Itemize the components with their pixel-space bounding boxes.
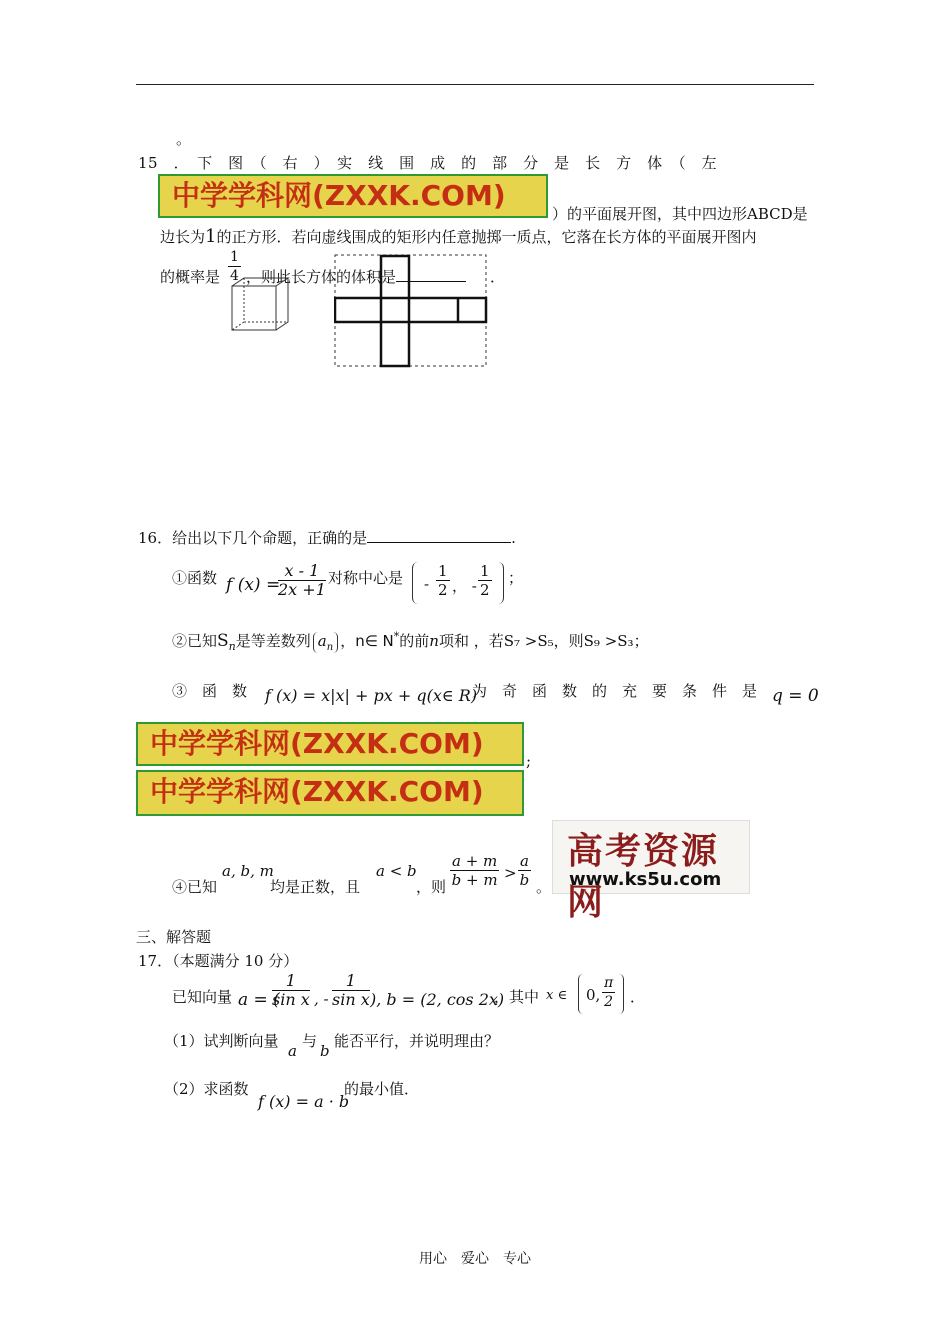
p2-a: a bbox=[317, 632, 327, 650]
p4-fraction-1 bbox=[450, 852, 499, 889]
p4-den1: b + m bbox=[451, 871, 498, 889]
cuboid-top-edges bbox=[232, 278, 288, 286]
p2-nn: n bbox=[429, 632, 439, 650]
p2-rest: 的前 bbox=[399, 632, 430, 650]
p1-num: x - 1 bbox=[278, 562, 326, 581]
q17-where: ，其中 bbox=[494, 988, 540, 1006]
q17-vec-a: a = ( bbox=[238, 990, 280, 1010]
q17-part1 bbox=[164, 1030, 279, 1051]
p4-den2: b bbox=[519, 871, 530, 889]
p4-mid: 均是正数，且 bbox=[270, 878, 361, 896]
p1-fa-num: 1 bbox=[438, 562, 448, 580]
q15-line1: 15 ． 下 图 （ 右 ） 实 线 围 成 的 部 分 是 长 方 体 （ 左 bbox=[138, 154, 718, 172]
q17-f2-num: 1 bbox=[332, 972, 370, 991]
q17-frac-1 bbox=[272, 972, 310, 1009]
q17-f2-den: sin x bbox=[332, 990, 370, 1009]
q15-prob-num: 1 bbox=[230, 249, 239, 265]
q15-line4 bbox=[160, 266, 220, 287]
q15-line3 bbox=[160, 226, 756, 247]
p3-expr: f (x) = x|x| + px + q(x∈ R) bbox=[265, 686, 478, 705]
p2-line bbox=[172, 630, 649, 653]
q17-given: 已知向量 bbox=[172, 988, 233, 1006]
p2-mid: 是等差数列 bbox=[235, 632, 311, 650]
p1-den: 2x +1 bbox=[278, 580, 326, 599]
section-heading: 三、解答题 bbox=[136, 928, 212, 946]
p2-label: ②已知 bbox=[172, 632, 218, 650]
q17-part1-b: b bbox=[320, 1042, 330, 1060]
p2-rest2: 项和 ，若 bbox=[438, 632, 504, 650]
q17-part1-with: 与 bbox=[302, 1032, 318, 1050]
p2-star: * bbox=[393, 630, 400, 643]
q16-stem-text: 16．给出以下几个命题，正确的是 bbox=[138, 529, 368, 547]
p4-end: 。 bbox=[536, 878, 552, 896]
q17-part2-f: f (x) = a · b bbox=[258, 1092, 350, 1111]
q17-comma: , - bbox=[314, 990, 329, 1008]
p1-fb-den: 2 bbox=[480, 581, 490, 599]
q15-one: 1 bbox=[205, 226, 217, 247]
p1-frac-a bbox=[436, 562, 450, 599]
q17-part2-rest: 的最小值． bbox=[344, 1080, 420, 1098]
ks5u-logo bbox=[552, 820, 750, 923]
q17-f1-num: 1 bbox=[272, 972, 310, 991]
p1-fb-num: 1 bbox=[480, 562, 490, 580]
q17-part1-text: （1）试判断向量 bbox=[164, 1032, 279, 1050]
p1-fa-den: 2 bbox=[438, 581, 448, 599]
p2-res: S₉ >S₃ bbox=[583, 632, 634, 650]
q15-prob-label: 的概率是 bbox=[160, 268, 221, 286]
q16-stem-end: . bbox=[511, 529, 516, 547]
q15-prob-den: 4 bbox=[230, 268, 239, 284]
watermark-banner-2: 中学学科网(ZXXK.COM) bbox=[136, 722, 524, 766]
cuboid-figure bbox=[222, 276, 296, 344]
p3-label: ③ 函 数 bbox=[172, 682, 248, 700]
p3-semicolon: ; bbox=[526, 752, 532, 770]
p1-frac-b bbox=[478, 562, 492, 599]
p1-end: ； bbox=[508, 569, 524, 587]
p4-then: ，则 bbox=[416, 878, 447, 896]
q17-interval-start: 0, bbox=[586, 986, 601, 1004]
q17-title: 17．（本题满分 10 分） bbox=[138, 952, 299, 970]
q17-frac-2 bbox=[332, 972, 370, 1009]
p2-cond: S₇ >S₅ bbox=[503, 632, 554, 650]
q17-part1-a: a bbox=[288, 1042, 297, 1060]
ks5u-url: www.ks5u.com bbox=[569, 869, 722, 890]
header-rule bbox=[136, 84, 814, 85]
p2-S: S bbox=[217, 631, 229, 651]
p1-c1: - bbox=[424, 575, 430, 593]
watermark-banner: 中学学科网(ZXXK.COM) bbox=[158, 174, 548, 218]
q17-pi: π bbox=[604, 975, 614, 991]
q15-volume-label: ，则此长方体的体积是 bbox=[246, 268, 397, 286]
q17-x-in: x ∈ bbox=[546, 988, 568, 1003]
net-dashed-rectangle bbox=[335, 255, 486, 366]
page-footer: 用心 爱心 专心 bbox=[419, 1251, 531, 1267]
cuboid-front-face bbox=[232, 286, 276, 330]
q17-vec-b: ), b = (2, cos 2x) bbox=[370, 990, 505, 1009]
p4-vars: a, b, m bbox=[222, 862, 274, 880]
q17-interval-frac bbox=[602, 974, 615, 1011]
q15-line2: ）的平面展开图，其中四边形ABCD是 bbox=[552, 205, 808, 223]
q17-two: 2 bbox=[604, 994, 614, 1010]
p4-cond: a < b bbox=[376, 862, 417, 880]
q17-part2-text: （2）求函数 bbox=[164, 1080, 249, 1098]
p2-then: ，则 bbox=[553, 632, 584, 650]
circle-mark: 。 bbox=[176, 130, 192, 148]
p4-num1: a + m bbox=[452, 852, 498, 870]
p1-function: f (x) = bbox=[226, 575, 281, 595]
p1-label: ①函数 bbox=[172, 569, 218, 587]
p1-mid: 对称中心是 bbox=[328, 569, 404, 587]
q17-period: ． bbox=[630, 988, 646, 1006]
p2-n: n bbox=[228, 640, 236, 653]
p2-end: ； bbox=[633, 632, 649, 650]
p4-fraction-2 bbox=[518, 852, 531, 889]
ks5u-title: 高考资源网 bbox=[567, 830, 720, 923]
p2-nset: ，n∈ N bbox=[340, 632, 394, 650]
watermark-banner-3: 中学学科网(ZXXK.COM) bbox=[136, 770, 524, 816]
q16-answer-blank bbox=[367, 542, 511, 543]
q17-f1-den: sin x bbox=[272, 990, 310, 1009]
q15-line3-a: 边长为 bbox=[160, 228, 206, 246]
net-figure bbox=[334, 254, 488, 368]
p1-fraction bbox=[278, 562, 326, 599]
net-vertical-strip bbox=[381, 256, 409, 366]
p4-label: ④已知 bbox=[172, 878, 218, 896]
q15-line3-b: 的正方形．若向虚线围成的矩形内任意抛掷一质点，它落在长方体的平面展开图内 bbox=[216, 228, 757, 246]
q17-part1-rest: 能否平行，并说明理由？ bbox=[334, 1032, 500, 1050]
p1-c2: ， - bbox=[452, 577, 477, 595]
net-horizontal-strip bbox=[335, 298, 486, 322]
p3-cond: q = 0 bbox=[772, 686, 819, 706]
q15-end: ． bbox=[490, 268, 506, 286]
p3-rest: 为 奇 函 数 的 充 要 条 件 是 bbox=[472, 682, 758, 700]
q17-interval bbox=[578, 974, 624, 1014]
p2-an: n bbox=[326, 642, 334, 653]
p4-gt: > bbox=[504, 864, 517, 882]
q16-stem bbox=[138, 527, 516, 548]
p4-num2: a bbox=[520, 852, 529, 870]
